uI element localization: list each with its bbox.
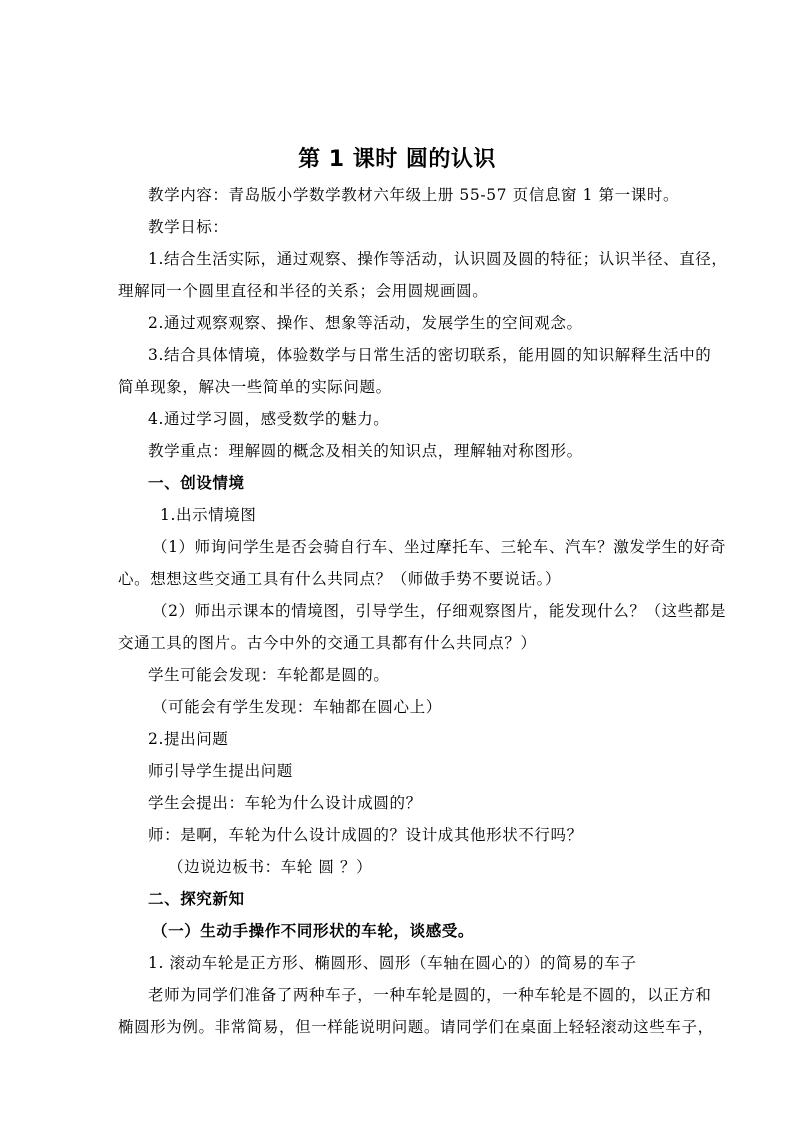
text-line: 1.出示情境图 — [160, 506, 257, 524]
text-line: （可能会有学生发现：车轴都在圆心上） — [152, 698, 442, 716]
text-line: 1. 滚动车轮是正方形、椭圆形、圆形（车轴在圆心的）的简易的车子 — [148, 954, 637, 972]
text-line: 理解同一个圆里直径和半径的关系；会用圆规画圆。 — [118, 282, 489, 300]
text-line: 4.通过学习圆，感受数学的魅力。 — [148, 410, 390, 428]
text-line: 1.结合生活实际，通过观察、操作等活动，认识圆及圆的特征；认识半径、直径， — [148, 250, 728, 268]
text-line: 简单现象，解决一些简单的实际问题。 — [118, 378, 392, 396]
text-line: （2）师出示课本的情境图，引导学生，仔细观察图片，能发现什么？（这些都是 — [152, 602, 726, 620]
section-heading: 二、探究新知 — [148, 890, 245, 908]
page-title: 第 1 课时 圆的认识 — [298, 147, 496, 172]
text-line: 老师为同学们准备了两种车子，一种车轮是圆的，一种车轮是不圆的，以正方和 — [148, 986, 712, 1004]
text-line: 学生可能会发现：车轮都是圆的。 — [148, 666, 390, 684]
subsection-heading: （一）生动手操作不同形状的车轮，谈感受。 — [152, 922, 475, 940]
text-line: （边说边板书：车轮 圆 ？） — [168, 858, 373, 876]
text-line: 师引导学生提出问题 — [148, 762, 293, 780]
text-line: 椭圆形为例。非常简易，但一样能说明问题。请同学们在桌面上轻轻滚动这些车子， — [118, 1018, 714, 1036]
section-heading: 一、创设情境 — [148, 474, 245, 492]
text-line: 教学重点：理解圆的概念及相关的知识点，理解轴对称图形。 — [148, 442, 583, 460]
text-line: 师：是啊，车轮为什么设计成圆的？设计成其他形状不行吗？ — [148, 826, 583, 844]
text-line: （1）师询问学生是否会骑自行车、坐过摩托车、三轮车、汽车？激发学生的好奇 — [152, 538, 726, 556]
text-line: 2.提出问题 — [148, 730, 229, 748]
text-line: 2.通过观察观察、操作、想象等活动，发展学生的空间观念。 — [148, 314, 583, 332]
text-line: 心。想想这些交通工具有什么共同点？（师做手势不要说话。） — [118, 570, 562, 588]
text-line: 学生会提出：车轮为什么设计成圆的？ — [148, 794, 422, 812]
text-line: 教学日标： — [148, 218, 229, 236]
text-line: 交通工具的图片。古今中外的交通工具都有什么共同点？） — [118, 634, 537, 652]
text-line: 3.结合具体情境，体验数学与日常生活的密切联系，能用圆的知识解释生活中的 — [148, 346, 712, 364]
text-line: 教学内容：青岛版小学数学教材六年级上册 55-57 页信息窗 1 第一课时。 — [148, 186, 680, 204]
